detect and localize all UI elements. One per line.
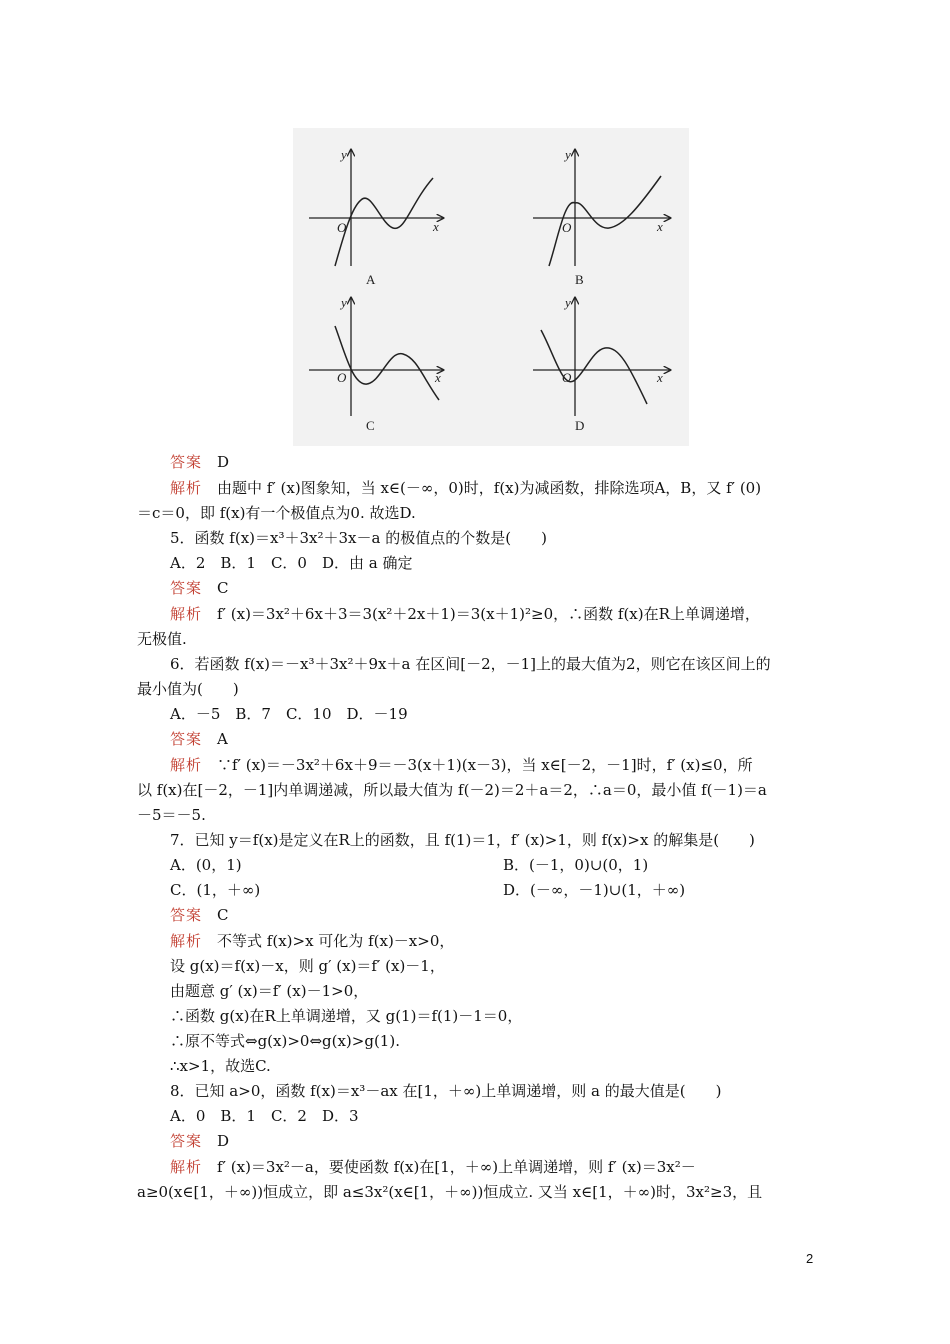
option-d: D．(－∞，－1)∪(1，＋∞) (503, 881, 686, 899)
y-axis-label: y (341, 295, 347, 310)
text-line: ∴原不等式⇔g(x)>0⇔g(x)>g(1). (170, 1032, 400, 1050)
graph-options-svg (293, 128, 689, 446)
option-a: A．(0，1) (170, 856, 242, 874)
x-axis-label: x (657, 219, 663, 234)
option-label-a: A (366, 272, 376, 287)
y-axis-label: y (565, 295, 571, 310)
option-label-b: B (575, 272, 584, 287)
answer-line (170, 452, 229, 472)
analysis-line (170, 755, 753, 775)
analysis-line (170, 931, 454, 951)
question-6-options: A．－5 B．7 C．10 D．－19 (170, 705, 408, 723)
analysis-line (170, 478, 761, 498)
text-line: 无极值. (137, 630, 187, 648)
graph-c (309, 298, 443, 416)
answer-value: A (217, 730, 228, 748)
option-c: C．(1，＋∞) (170, 881, 261, 899)
answer-label: 答案 (170, 579, 203, 597)
option-label-c: C (366, 418, 375, 433)
question-8: 8．已知 a>0，函数 f(x)＝x³－ax 在[1，＋∞)上单调递增，则 a 的最大值是( ) (170, 1082, 722, 1100)
y-axis-label: y (341, 147, 347, 162)
question-5: 5．函数 f(x)＝x³＋3x²＋3x－a 的极值点的个数是( ) (170, 529, 547, 547)
answer-value: C (217, 906, 229, 924)
y-axis-label: y (565, 147, 571, 162)
question-6: 6．若函数 f(x)＝－x³＋3x²＋9x＋a 在区间[－2，－1]上的最大值为2，则它在该区间上的 (170, 655, 771, 673)
origin-label: O (562, 220, 572, 235)
option-b: B．(－1，0)∪(0，1) (503, 856, 649, 874)
analysis-label: 解析 (170, 1158, 203, 1176)
analysis-label: 解析 (170, 756, 203, 774)
origin-label: O (337, 220, 347, 235)
origin-label: O (562, 370, 572, 385)
analysis-label: 解析 (170, 605, 203, 623)
graph-b (533, 150, 670, 266)
question-5-options: A．2 B．1 C．0 D．由 a 确定 (170, 554, 413, 572)
text-line: 以 f(x)在[－2，－1]内单调递减，所以最大值为 f(－2)＝2＋a＝2，∴a＝0，最小值 f(－1)＝a (137, 781, 767, 799)
analysis-text: 由题中 f′ (x)图象知，当 x∈(－∞，0)时，f(x)为减函数，排除选项A，B，又 f′ (0) (217, 479, 762, 497)
answer-value: D (217, 453, 230, 471)
question-7: 7．已知 y＝f(x)是定义在R上的函数，且 f(1)＝1，f′ (x)>1，则 f(x)>x 的解集是( ) (170, 831, 755, 849)
option-label-d: D (575, 418, 585, 433)
analysis-text: f′ (x)＝3x²－a，要使函数 f(x)在[1，＋∞)上单调递增，则 f′ (x)＝3x²－ (217, 1158, 696, 1176)
text-line: 最小值为( ) (137, 680, 239, 698)
answer-line (170, 578, 229, 598)
analysis-label: 解析 (170, 932, 203, 950)
analysis-line (170, 604, 760, 624)
text-line: 由题意 g′ (x)＝f′ (x)－1>0， (170, 982, 369, 1000)
text-line: ∴函数 g(x)在R上单调递增，又 g(1)＝f(1)－1＝0， (170, 1007, 523, 1025)
x-axis-label: x (657, 370, 663, 385)
analysis-text: f′ (x)＝3x²＋6x＋3＝3(x²＋2x＋1)＝3(x＋1)²≥0，∴函数 f(x)在R上单调递增， (217, 605, 760, 623)
text-line: a≥0(x∈[1，＋∞))恒成立，即 a≤3x²(x∈[1，＋∞))恒成立. 又当 x∈[1，＋∞)时，3x²≥3，且 (137, 1183, 763, 1201)
answer-label: 答案 (170, 1132, 203, 1150)
origin-label: O (337, 370, 347, 385)
analysis-label: 解析 (170, 479, 203, 497)
x-axis-label: x (433, 219, 439, 234)
analysis-text: 不等式 f(x)>x 可化为 f(x)－x>0， (217, 932, 455, 950)
answer-line (170, 1131, 229, 1151)
text-line: 设 g(x)＝f(x)－x，则 g′ (x)＝f′ (x)－1， (170, 957, 445, 975)
analysis-line (170, 1157, 696, 1177)
graph-a (309, 150, 443, 266)
question-8-options: A．0 B．1 C．2 D．3 (170, 1107, 359, 1125)
answer-label: 答案 (170, 906, 203, 924)
text-line: －5＝－5. (137, 806, 206, 824)
graph-d (533, 298, 670, 416)
answer-line (170, 729, 228, 749)
page-number: 2 (806, 1251, 814, 1266)
answer-value: D (217, 1132, 230, 1150)
answer-value: C (217, 579, 229, 597)
answer-label: 答案 (170, 453, 203, 471)
answer-label: 答案 (170, 730, 203, 748)
x-axis-label: x (435, 370, 441, 385)
answer-line (170, 905, 229, 925)
analysis-text: ∵f′ (x)＝－3x²＋6x＋9＝－3(x＋1)(x－3)，当 x∈[－2，－1]时，f′ (x)≤0，所 (217, 756, 753, 774)
text-line: ∴x>1，故选C. (170, 1057, 271, 1075)
graph-options-figure (293, 128, 689, 446)
text-line: ＝c＝0，即 f(x)有一个极值点为0. 故选D. (137, 504, 416, 522)
